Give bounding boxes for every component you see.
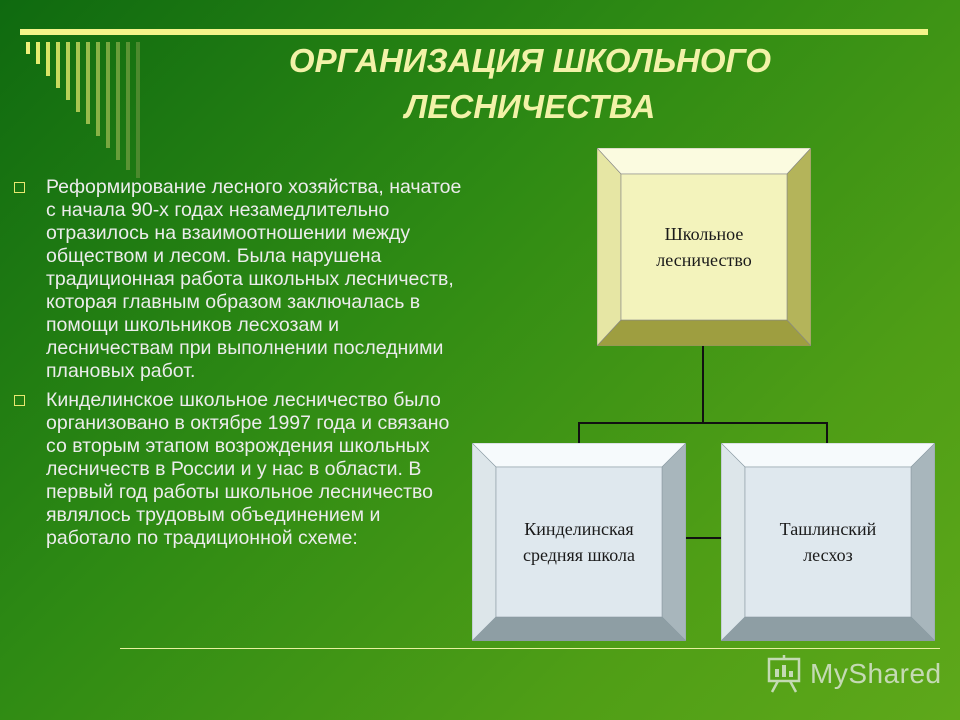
connector-vertical-top (702, 344, 704, 424)
top-accent-line (20, 29, 928, 35)
box-label-line: Кинделинская (524, 519, 634, 539)
bullet-text: Реформирование лесного хозяйства, начатое с начала 90-х годах незамедлительно отразилось на взаимоотношении между обществом и лесом. Была нарушена традиционная работа школьных лесничеств, которая главным образом заключалась в помощи школьников лесхозам и лесничествам при выполнении последними плановых работ. (46, 176, 462, 382)
box-label-line: средняя школа (522, 545, 636, 565)
bullet-list (12, 176, 462, 556)
box-label-line: лесхоз (803, 545, 853, 565)
box-kindelinskaya-school (472, 443, 686, 641)
bullet-item (12, 176, 462, 383)
watermark[interactable] (766, 655, 942, 693)
box-label (621, 174, 787, 320)
connector-horizontal (578, 422, 828, 424)
slide-title (200, 38, 860, 130)
title-line-2: ЛЕСНИЧЕСТВА (404, 88, 656, 125)
box-label-line: Школьное (664, 224, 744, 244)
bottom-divider-line (120, 648, 940, 649)
square-bullet-icon (14, 182, 25, 193)
bullet-item (12, 389, 462, 550)
box-school-forestry (597, 148, 811, 346)
square-bullet-icon (14, 395, 25, 406)
box-label (745, 467, 911, 617)
box-label-line: Ташлинский (779, 519, 877, 539)
watermark-text: MyShared (810, 658, 942, 689)
connector-left-drop (578, 422, 580, 444)
title-line-1: ОРГАНИЗАЦИЯ ШКОЛЬНОГО (288, 42, 772, 79)
box-label-line: лесничество (656, 250, 752, 270)
presentation-board-icon (766, 655, 802, 693)
connector-between-boxes (684, 537, 724, 539)
box-label (496, 467, 662, 617)
bullet-text: Кинделинское школьное лесничество было организовано в октябре 1997 года и связано со вторым этапом возрождения школьных лесничеств в России и у нас в области. В первый год работы школьное лесничество являлось трудовым объединением и работало по традиционной схеме: (46, 389, 450, 549)
connector-right-drop (826, 422, 828, 444)
box-tashlinsky-leskhoz (721, 443, 935, 641)
